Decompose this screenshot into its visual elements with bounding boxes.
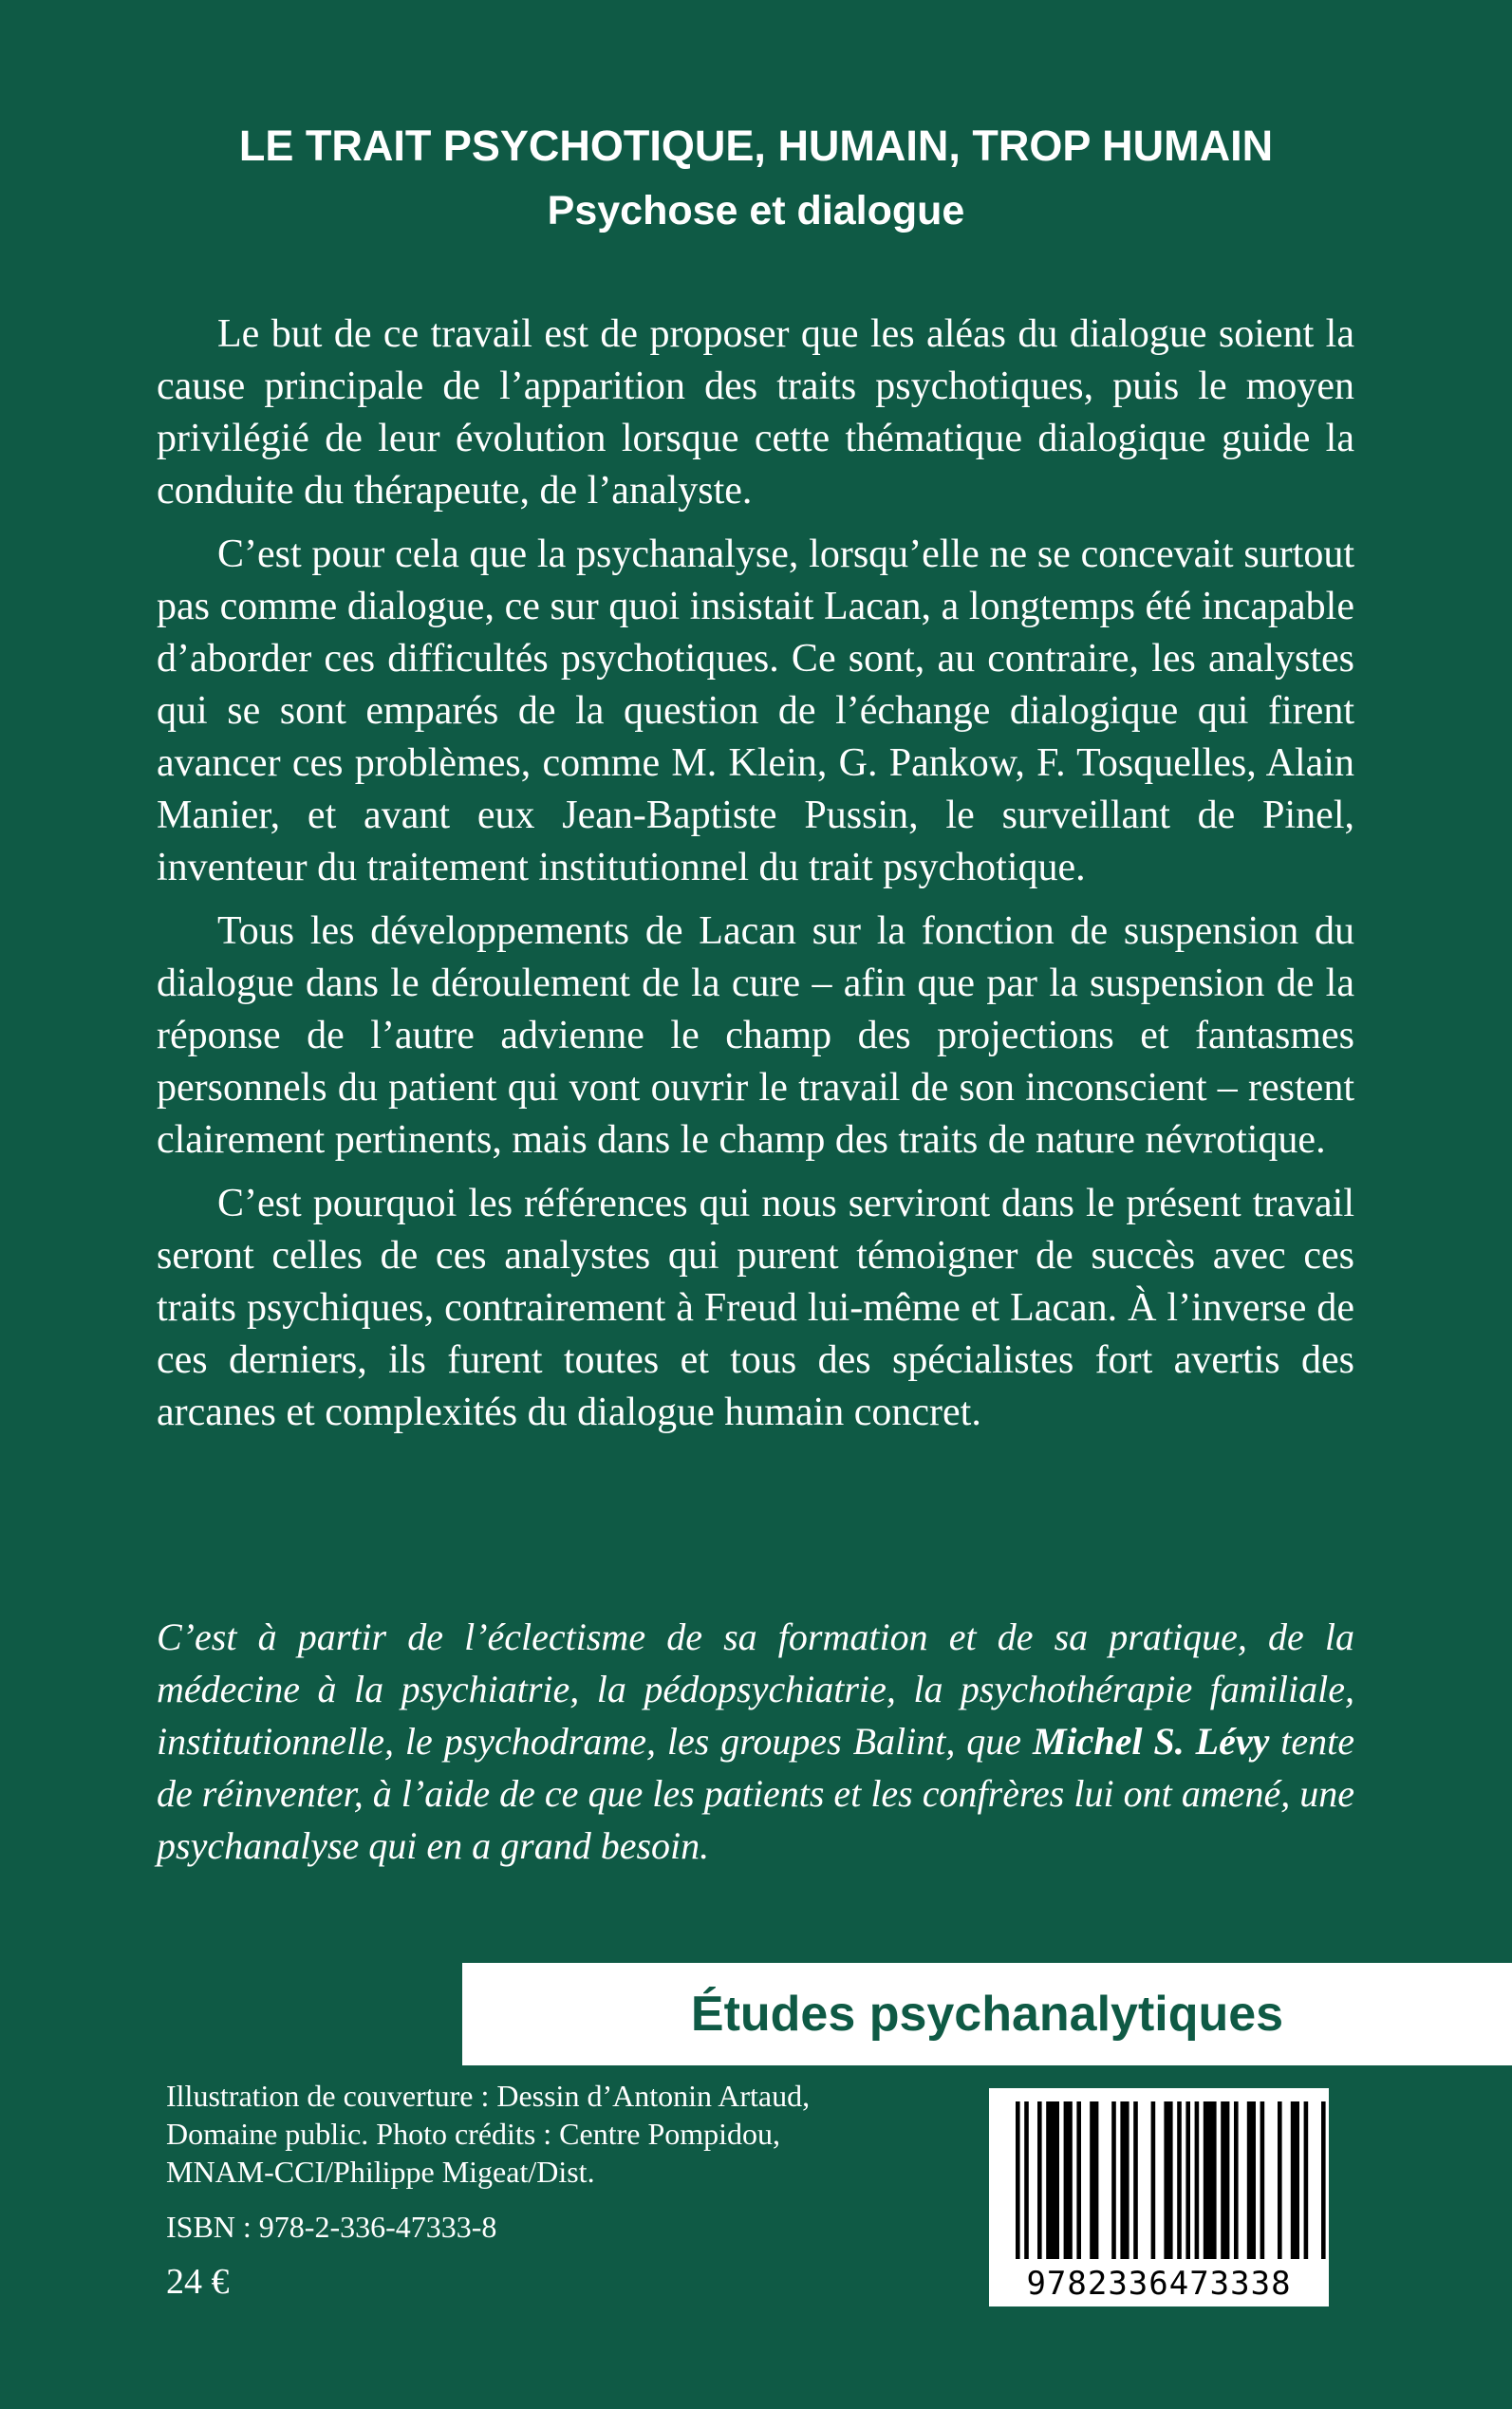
barcode-bar [1204, 2101, 1217, 2259]
isbn: ISBN : 978-2-336-47333-8 [166, 2210, 497, 2244]
barcode-bar [1090, 2101, 1098, 2259]
barcode-bar [1321, 2101, 1326, 2259]
illustration-credits [166, 2077, 831, 2191]
barcode-bar [1221, 2101, 1229, 2259]
blurb-paragraph-3: Tous les développements de Lacan sur la fonction de suspension du dialogue dans le déroulement de la cure – afin que par la suspension de la réponse de l’autre advienne le champ des projections et fantasmes personnels du patient qui vont ouvrir le travail de son inconscient – restent clairement pertinents, mais dans le champ des traits de nature névrotique. [157, 909, 1354, 1162]
collection-name: Études psychanalytiques [690, 1987, 1284, 2042]
barcode-bar [1024, 2101, 1029, 2259]
book-subtitle: Psychose et dialogue [547, 188, 965, 233]
credits-line-3: MNAM-CCI/Philippe Migeat/Dist. [166, 2155, 595, 2189]
blurb [157, 308, 1354, 1450]
barcode-bar [1120, 2101, 1129, 2259]
barcode-bar [1291, 2101, 1299, 2259]
price: 24 € [166, 2262, 230, 2302]
credits-line-1: Illustration de couverture : Dessin d’Antonin Artaud, [166, 2079, 811, 2113]
collection-band [462, 1963, 1512, 2065]
barcode-bar [1133, 2101, 1138, 2259]
author-bio-end: tente de réinventer, à l’aide de ce que les patients et les confrères lui ont amené, une psychanalyse qui en a grand besoin. [157, 1720, 1354, 1867]
credits-line-2: Domaine public. Photo crédits : Centre Pompidou, [166, 2117, 781, 2151]
barcode-bar [1185, 2101, 1190, 2259]
barcode-bar [1064, 2101, 1073, 2259]
blurb-paragraph-1: Le but de ce travail est de proposer que les aléas du dialogue soient la cause principale de l’apparition des traits psychotiques, puis le moyen privilégié de leur évolution lorsque cette thématique dialogique guide la conduite du thérapeute, de l’analyste. [157, 312, 1354, 513]
author-bio [157, 1611, 1354, 1872]
blurb-paragraph-4: C’est pourquoi les références qui nous serviront dans le présent travail seront celles de ces analystes qui purent témoigner de succès avec ces traits psychiques, contrairement à Freud lui-même et Lacan. À l’inverse de ces derniers, ils furent toutes et tous des spécialistes fort avertis des arcanes et complexités du dialogue humain concret. [157, 1182, 1354, 1434]
barcode-bar [1016, 2101, 1020, 2259]
barcode-bar [1111, 2101, 1116, 2259]
book-title: LE TRAIT PSYCHOTIQUE, HUMAIN, TROP HUMAIN [238, 121, 1274, 170]
barcode-bar [1195, 2101, 1200, 2259]
barcode-bar [1037, 2101, 1042, 2259]
barcode-bar [1260, 2101, 1265, 2259]
barcode-bar [1076, 2101, 1081, 2259]
barcode [989, 2088, 1329, 2306]
barcode-bar [1177, 2101, 1182, 2259]
blurb-paragraph-2: C’est pour cela que la psychanalyse, lorsqu’elle ne se concevait surtout pas comme dialogue, ce sur quoi insistait Lacan, a longtemps été incapable d’aborder ces difficultés psychotiques. Ce sont, au contraire, les analystes qui se sont emparés de la question de l’échange dialogique qui firent avancer ces problèmes, comme M. Klein, G. Pankow, F. Tosquelles, Alain Manier, et avant eux Jean-Baptiste Pussin, le surveillant de Pinel, inventeur du traitement institutionnel du trait psychotique. [157, 532, 1354, 889]
barcode-bar [1046, 2101, 1059, 2259]
barcode-digits: 9782336473338 [1026, 2265, 1292, 2303]
barcode-bar [1164, 2101, 1172, 2259]
barcode-bar [1278, 2101, 1282, 2259]
barcode-bar [1234, 2101, 1239, 2259]
author-bio-start: C’est à partir de l’éclectisme de sa formation et de sa pratique, de la médecine à la psychiatrie, la pédopsychiatrie, la psychothérapie familiale, institutionnelle, le psychodrame, les groupes Balint, que [157, 1615, 1354, 1763]
barcode-bar [1151, 2101, 1156, 2259]
barcode-bar [1247, 2101, 1256, 2259]
barcode-bar [1304, 2101, 1309, 2259]
author-name: Michel S. Lévy [1032, 1720, 1270, 1763]
